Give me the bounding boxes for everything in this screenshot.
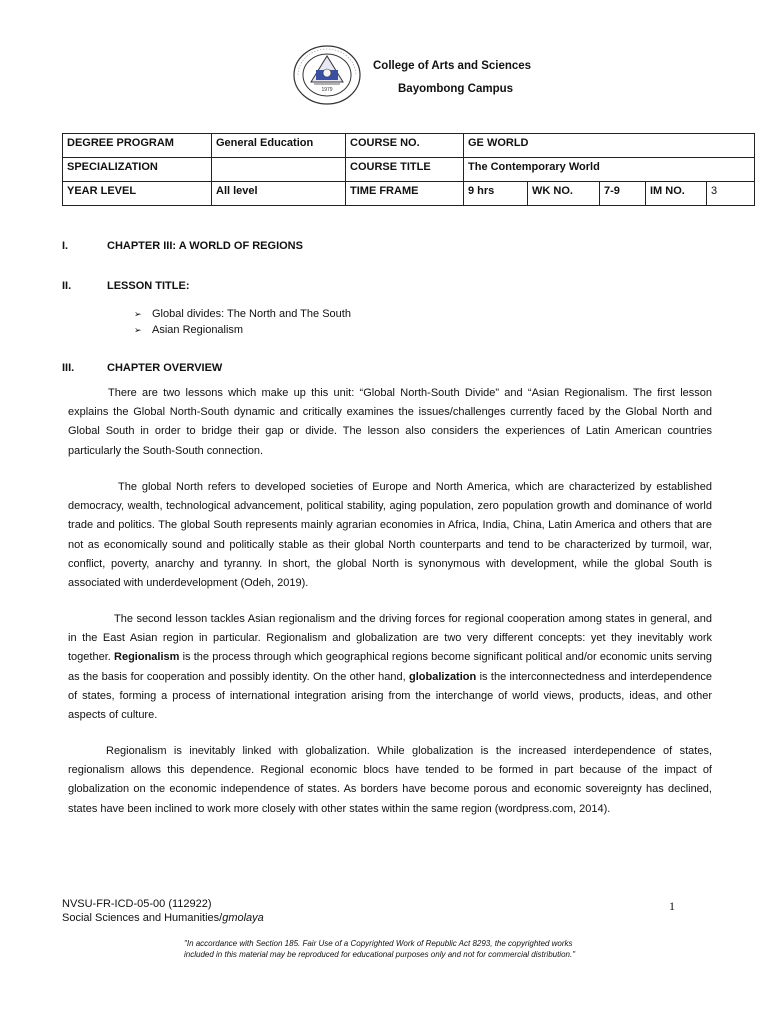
campus-name: Bayombong Campus — [398, 83, 514, 95]
table-cell: All level — [212, 182, 346, 206]
table-cell: TIME FRAME — [346, 182, 464, 206]
paragraph: The global North refers to developed societies of Europe and North America, which are characterized by established democracy, wealth, technological advancement, political stability, aging population, zero population growth and dominance of world trade and politics. The global South represents mainly agrarian economies in Africa, India, China, Latin America and others that are not as economically sound and politically stable as their global North counterparts and tend to be characterized by turmoil, war, conflict, poverty, anarchy and tyranny. In short, the global North is synonymous with development, while the global South is associated with underdevelopment (Odeh, 2019). — [68, 481, 712, 590]
university-seal-logo — [292, 44, 362, 106]
lesson-title-list — [134, 306, 351, 338]
section-title: CHAPTER III: A WORLD OF REGIONS — [107, 240, 303, 252]
table-cell: IM NO. — [646, 182, 707, 206]
table-cell: The Contemporary World — [464, 158, 755, 182]
list-item: ➢ Asian Regionalism — [134, 324, 244, 336]
table-cell: 3 — [707, 182, 755, 206]
table-row — [63, 182, 755, 206]
section-number: III. — [62, 362, 75, 374]
section-number: I. — [62, 240, 69, 252]
page-number: 1 — [669, 899, 675, 913]
table-cell: DEGREE PROGRAM — [63, 134, 212, 158]
college-name: College of Arts and Sciences — [373, 60, 532, 72]
copyright-notice: "In accordance with Section 185. Fair Use of a Copyrighted Work of Republic Act 8293, the copyrighted works included in this material may be reproduced for educational purposes only and not for commercial distribution." — [184, 939, 576, 959]
table-cell: General Education — [212, 134, 346, 158]
paragraph: The second lesson tackles Asian regionalism and the driving forces for regional cooperation among states in general, and in the East Asian region in particular. Regionalism and globalization are two very different concepts: yet they inevitably work together. Regionalism is the process through which geographical regions become significant political and/or economic units serving as the basis for cooperation and possibly identity. On the other hand, globalization is the interconnectedness and interdependence of states, forming a process of international integration arising from the interchange of world views, products, ideas, and other aspects of culture. — [68, 613, 713, 722]
section-title: CHAPTER OVERVIEW — [107, 362, 223, 374]
paragraph: There are two lessons which make up this unit: “Global North-South Divide” and “Asian Regionalism. The first lesson explains the Global North-South dynamic and critically examines the issues/challenges currently faced by the Global North and Global South in order to bridge their gap or divide. The lesson also considers the experiences of Latin American countries particularly the South-South connection. — [68, 387, 712, 457]
section-number: II. — [62, 280, 72, 292]
table-cell: WK NO. — [528, 182, 600, 206]
arrow-bullet-icon: ➢ — [134, 325, 142, 335]
table-cell: COURSE TITLE — [346, 158, 464, 182]
svg-text:1979: 1979 — [321, 87, 333, 93]
table-cell: YEAR LEVEL — [63, 182, 212, 206]
section-heading — [62, 240, 303, 252]
table-cell — [212, 158, 346, 182]
section-title: LESSON TITLE: — [107, 280, 190, 292]
table-row — [63, 134, 755, 158]
table-cell: GE WORLD — [464, 134, 755, 158]
section-heading — [62, 362, 222, 374]
arrow-bullet-icon: ➢ — [134, 309, 142, 319]
footer-document-code: NVSU-FR-ICD-05-00 (112922) Social Sciences and Humanities/gmolaya — [62, 898, 264, 924]
course-info-table — [62, 133, 755, 206]
table-cell: SPECIALIZATION — [63, 158, 212, 182]
section-heading — [62, 280, 190, 292]
table-row — [63, 158, 755, 182]
table-cell: 9 hrs — [464, 182, 528, 206]
paragraph: Regionalism is inevitably linked with globalization. While globalization is the increased interdependence of states, regionalism allows this dependence. Regional economic blocs have tended to be formed in part because of the impact of globalization on the economic independence of states. As borders have become porous and economic sovereignty has declined, states have been inclined to work more closely with other states within the same region (wordpress.com, 2014). — [68, 745, 712, 815]
key-term: Regionalism — [114, 651, 180, 664]
key-term: globalization — [409, 670, 477, 683]
list-item: ➢ Global divides: The North and The South — [134, 308, 351, 320]
table-cell: 7-9 — [600, 182, 646, 206]
table-cell: COURSE NO. — [346, 134, 464, 158]
